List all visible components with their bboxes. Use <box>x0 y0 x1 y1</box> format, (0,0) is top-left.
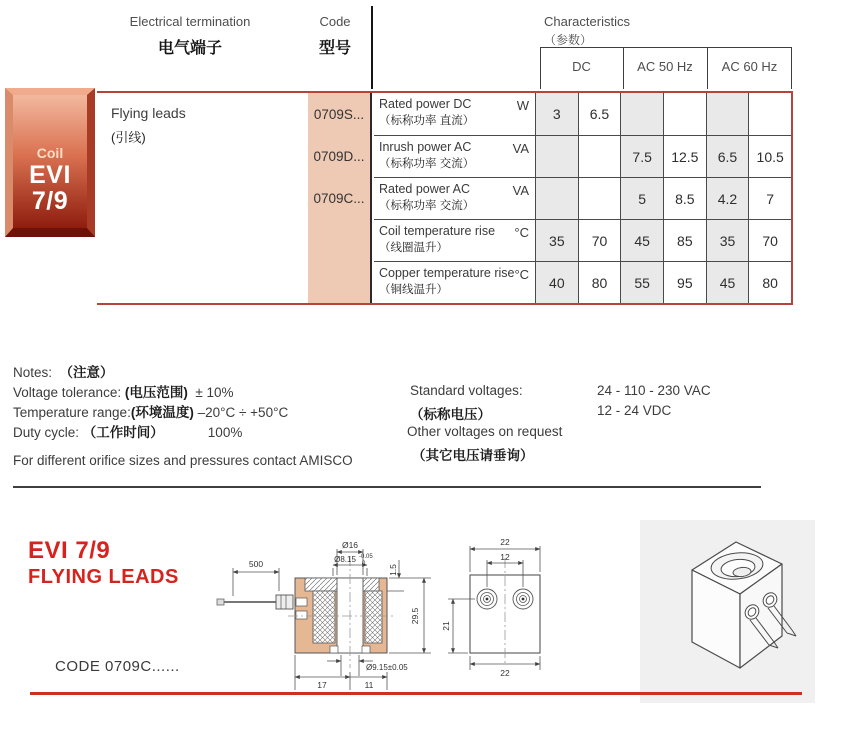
cross-section-drawing <box>288 540 431 690</box>
other-voltages-label-zh: （其它电压请垂询） <box>412 448 534 463</box>
table-cell: 40 <box>535 261 578 303</box>
code-caption: CODE 0709C...... <box>55 658 180 675</box>
table-cell: 8.5 <box>663 177 706 219</box>
dim-label: 29.5 <box>410 607 420 625</box>
column-header-electrical-termination: Electrical termination <box>129 14 251 29</box>
bottom-red-rule <box>30 692 802 695</box>
unit-label: °C <box>514 225 529 240</box>
table-cell: 7.5 <box>620 135 663 177</box>
section-subtitle: FLYING LEADS <box>28 566 179 588</box>
termination-name: Flying leads <box>111 105 186 121</box>
table-cell: 55 <box>620 261 663 303</box>
termination-name-zh: (引线) <box>111 130 146 145</box>
table-cell: 80 <box>748 261 791 303</box>
termination-cell <box>97 93 308 303</box>
other-voltages-label: Other voltages on request <box>407 424 563 439</box>
section-title: EVI 7/9 <box>28 537 111 564</box>
header-divider-line <box>371 6 373 89</box>
table-cell <box>663 93 706 135</box>
subcol-ac60: AC 60 Hz <box>721 59 778 74</box>
unit-label: °C <box>514 267 530 282</box>
dim-label: 21 <box>441 621 451 631</box>
table-cell: 3 <box>535 93 578 135</box>
note-duty-cycle: Duty cycle: （工作时间） 100% <box>13 425 243 440</box>
table-cell: 45 <box>706 261 749 303</box>
dim-label: 500 <box>248 559 264 569</box>
technical-drawings <box>215 515 635 710</box>
dim-tolerance-lower: 0 <box>362 561 366 567</box>
row-label: Inrush power AC （标称功率 交流） VA <box>374 135 535 177</box>
row-label: Rated power AC （标称功率 交流） VA <box>374 177 535 219</box>
standard-voltages-ac: 24 - 110 - 230 VAC <box>597 383 711 398</box>
standard-voltages-label-zh: （标称电压） <box>410 407 491 422</box>
standard-voltages-dc: 12 - 24 VDC <box>597 403 672 418</box>
table-cell: 35 <box>535 219 578 261</box>
lead-eyelet <box>477 589 497 609</box>
subcol-dc: DC <box>572 59 591 74</box>
table-cell: 6.5 <box>578 93 621 135</box>
dim-label: 17 <box>317 680 327 690</box>
characteristics-grid <box>374 93 791 303</box>
table-cell: 45 <box>620 219 663 261</box>
code-column <box>308 93 372 303</box>
table-cell: 80 <box>578 261 621 303</box>
dim-label: Ø9.15±0.05 <box>366 663 408 672</box>
table-cell: 10.5 <box>748 135 791 177</box>
characteristics-table <box>97 91 793 305</box>
standard-voltages-label: Standard voltages: <box>410 383 523 398</box>
dim-label: 1.5 <box>388 564 398 576</box>
table-cell <box>578 177 621 219</box>
dim-tolerance-upper: -0.05 <box>359 554 373 560</box>
code-value: 0709C... <box>313 190 365 206</box>
row-label: Copper temperature rise （铜线温升） °C <box>374 261 535 303</box>
dim-label: 11 <box>364 680 374 690</box>
column-header-characteristics: Characteristics <box>544 14 630 29</box>
section-divider-line <box>13 486 761 488</box>
column-header-code: Code <box>319 14 351 29</box>
coil-evi-79-badge <box>5 88 95 237</box>
isometric-drawing <box>640 520 815 703</box>
row-label: Rated power DC （标称功率 直流） W <box>374 93 535 135</box>
badge-model-label: EVI <box>29 161 71 189</box>
unit-label: VA <box>512 141 529 156</box>
table-cell: 85 <box>663 219 706 261</box>
table-cell <box>578 135 621 177</box>
dim-label: 22 <box>500 537 510 547</box>
note-contact: For different orifice sizes and pressures contact AMISCO <box>13 453 353 468</box>
dim-label: Ø16 <box>341 540 359 550</box>
table-cell <box>535 135 578 177</box>
table-cell: 12.5 <box>663 135 706 177</box>
note-voltage-tolerance: Voltage tolerance: (电压范围) ± 10% <box>13 385 234 400</box>
table-cell: 4.2 <box>706 177 749 219</box>
dim-label: Ø8.15 <box>334 555 356 564</box>
unit-label: VA <box>512 183 529 198</box>
badge-size-label: 7/9 <box>31 187 69 215</box>
table-cell: 70 <box>748 219 791 261</box>
table-cell: 7 <box>748 177 791 219</box>
dim-label: 22 <box>500 668 510 678</box>
row-label: Coil temperature rise （线圈温升） °C <box>374 219 535 261</box>
lead-eyelet <box>513 589 533 609</box>
table-cell: 6.5 <box>706 135 749 177</box>
table-cell: 5 <box>620 177 663 219</box>
code-value: 0709S... <box>313 106 365 122</box>
table-cell <box>620 93 663 135</box>
table-cell <box>706 93 749 135</box>
dim-label: 12 <box>500 552 510 562</box>
badge-coil-label: Coil <box>36 145 64 161</box>
notes-title: Notes: （注意） <box>13 365 114 380</box>
characteristics-underline <box>540 47 792 48</box>
column-header-characteristics-zh: （参数） <box>544 33 593 47</box>
note-temperature-range: Temperature range:(环境温度) –20°C ÷ +50°C <box>13 405 289 420</box>
column-header-electrical-termination-zh: 电气端子 <box>157 40 222 57</box>
lead-wire-drawing <box>217 559 293 609</box>
code-value: 0709D... <box>313 148 365 164</box>
front-view-drawing <box>441 537 540 678</box>
subcol-ac50: AC 50 Hz <box>637 59 693 74</box>
unit-label: W <box>516 98 529 113</box>
table-cell: 70 <box>578 219 621 261</box>
table-cell: 95 <box>663 261 706 303</box>
column-header-code-zh: 型号 <box>318 40 351 57</box>
table-cell: 35 <box>706 219 749 261</box>
table-cell <box>748 93 791 135</box>
table-cell <box>535 177 578 219</box>
